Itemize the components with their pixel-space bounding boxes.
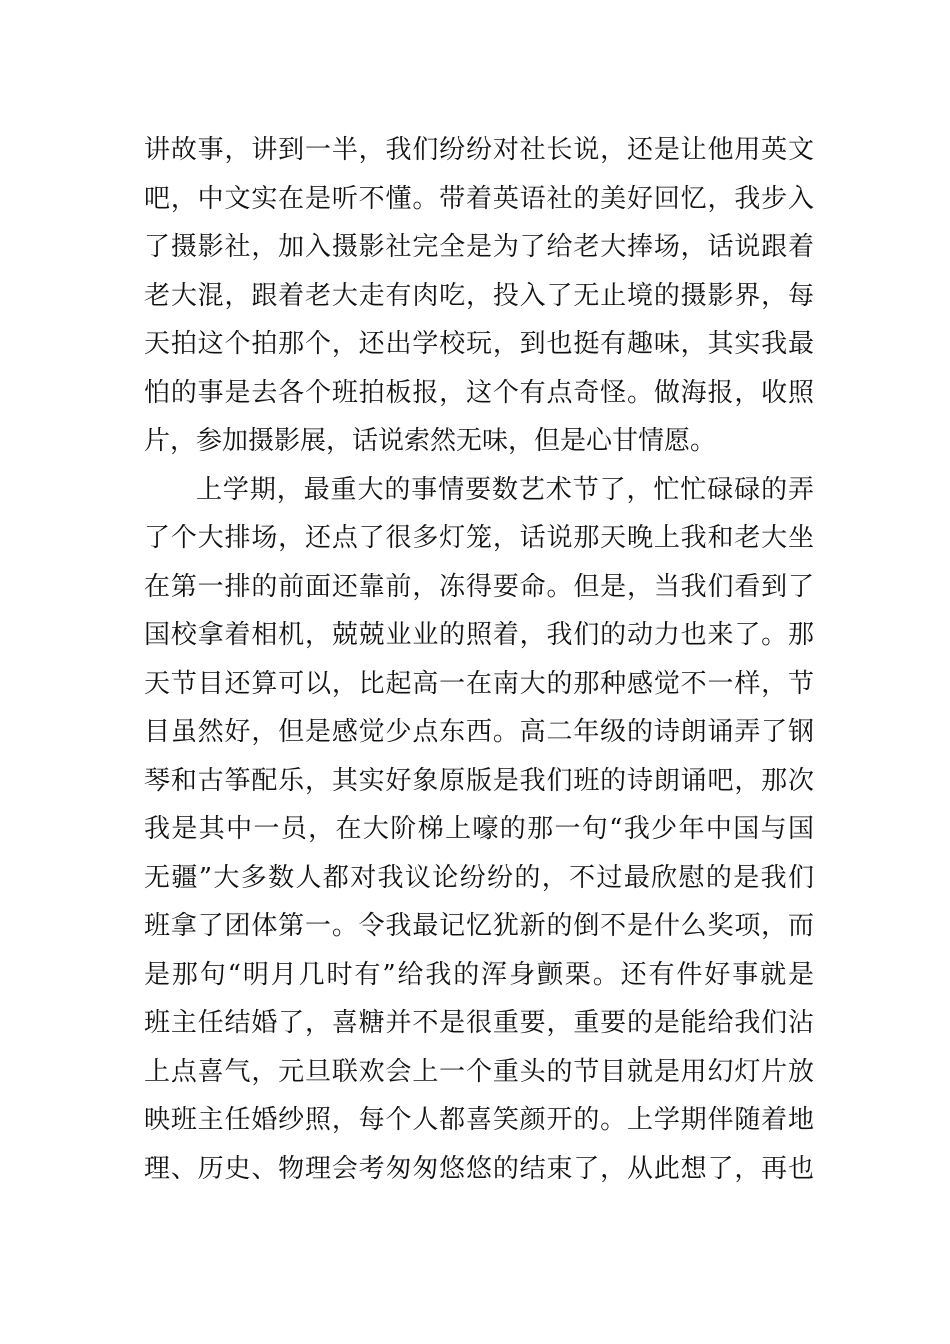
text-line: 上学期，最重大的事情要数艺术节了，忙忙碌碌的弄 (196, 474, 814, 505)
text-line: 是那句“明月几时有”给我的浑身颤栗。还有件好事就是 (144, 959, 814, 990)
paragraph-photography-club (144, 126, 814, 466)
text-line: 国校拿着相机，兢兢业业的照着，我们的动力也来了。那 (144, 620, 814, 650)
text-line: 琴和古筝配乐，其实好象原版是我们班的诗朗诵吧，那次 (144, 765, 814, 796)
text-line: 班拿了团体第一。令我最记忆犹新的倒不是什么奖项，而 (144, 911, 814, 941)
text-line: 我是其中一员，在大阶梯上嚎的那一句“我少年中国与国 (144, 814, 814, 844)
text-line: 目虽然好，但是感觉少点东西。高二年级的诗朗诵弄了钢 (144, 717, 814, 747)
text-line: 映班主任婚纱照，每个人都喜笑颜开的。上学期伴随着地 (144, 1105, 814, 1135)
text-line: 天节目还算可以，比起高一在南大的那种感觉不一样，节 (144, 668, 814, 699)
paragraph-art-festival (144, 466, 814, 1194)
text-line: 了摄影社，加入摄影社完全是为了给老大捧场，话说跟着 (144, 232, 814, 262)
text-line: 班主任结婚了，喜糖并不是很重要，重要的是能给我们沾 (144, 1008, 814, 1038)
text-line: 理、历史、物理会考匆匆悠悠的结束了，从此想了，再也 (144, 1153, 814, 1184)
text-line: 无疆”大多数人都对我议论纷纷的，不过最欣慰的是我们 (144, 862, 814, 893)
text-line: 吧，中文实在是听不懂。带着英语社的美好回忆，我步入 (144, 183, 814, 214)
body-text (144, 126, 814, 1193)
text-line: 怕的事是去各个班拍板报，这个有点奇怪。做海报，收照 (144, 377, 814, 408)
text-line: 天拍这个拍那个，还出学校玩，到也挺有趣味，其实我最 (144, 329, 814, 359)
text-line: 片，参加摄影展，话说索然无味，但是心甘情愿。 (144, 426, 717, 456)
text-line: 讲故事，讲到一半，我们纷纷对社长说，还是让他用英文 (144, 135, 814, 165)
text-line: 了个大排场，还点了很多灯笼，话说那天晚上我和老大坐 (144, 523, 814, 553)
text-line: 上点喜气，元旦联欢会上一个重头的节目就是用幻灯片放 (144, 1056, 814, 1087)
text-line: 老大混，跟着老大走有肉吃，投入了无止境的摄影界，每 (144, 280, 814, 311)
text-line: 在第一排的前面还靠前，冻得要命。但是，当我们看到了 (144, 571, 814, 602)
